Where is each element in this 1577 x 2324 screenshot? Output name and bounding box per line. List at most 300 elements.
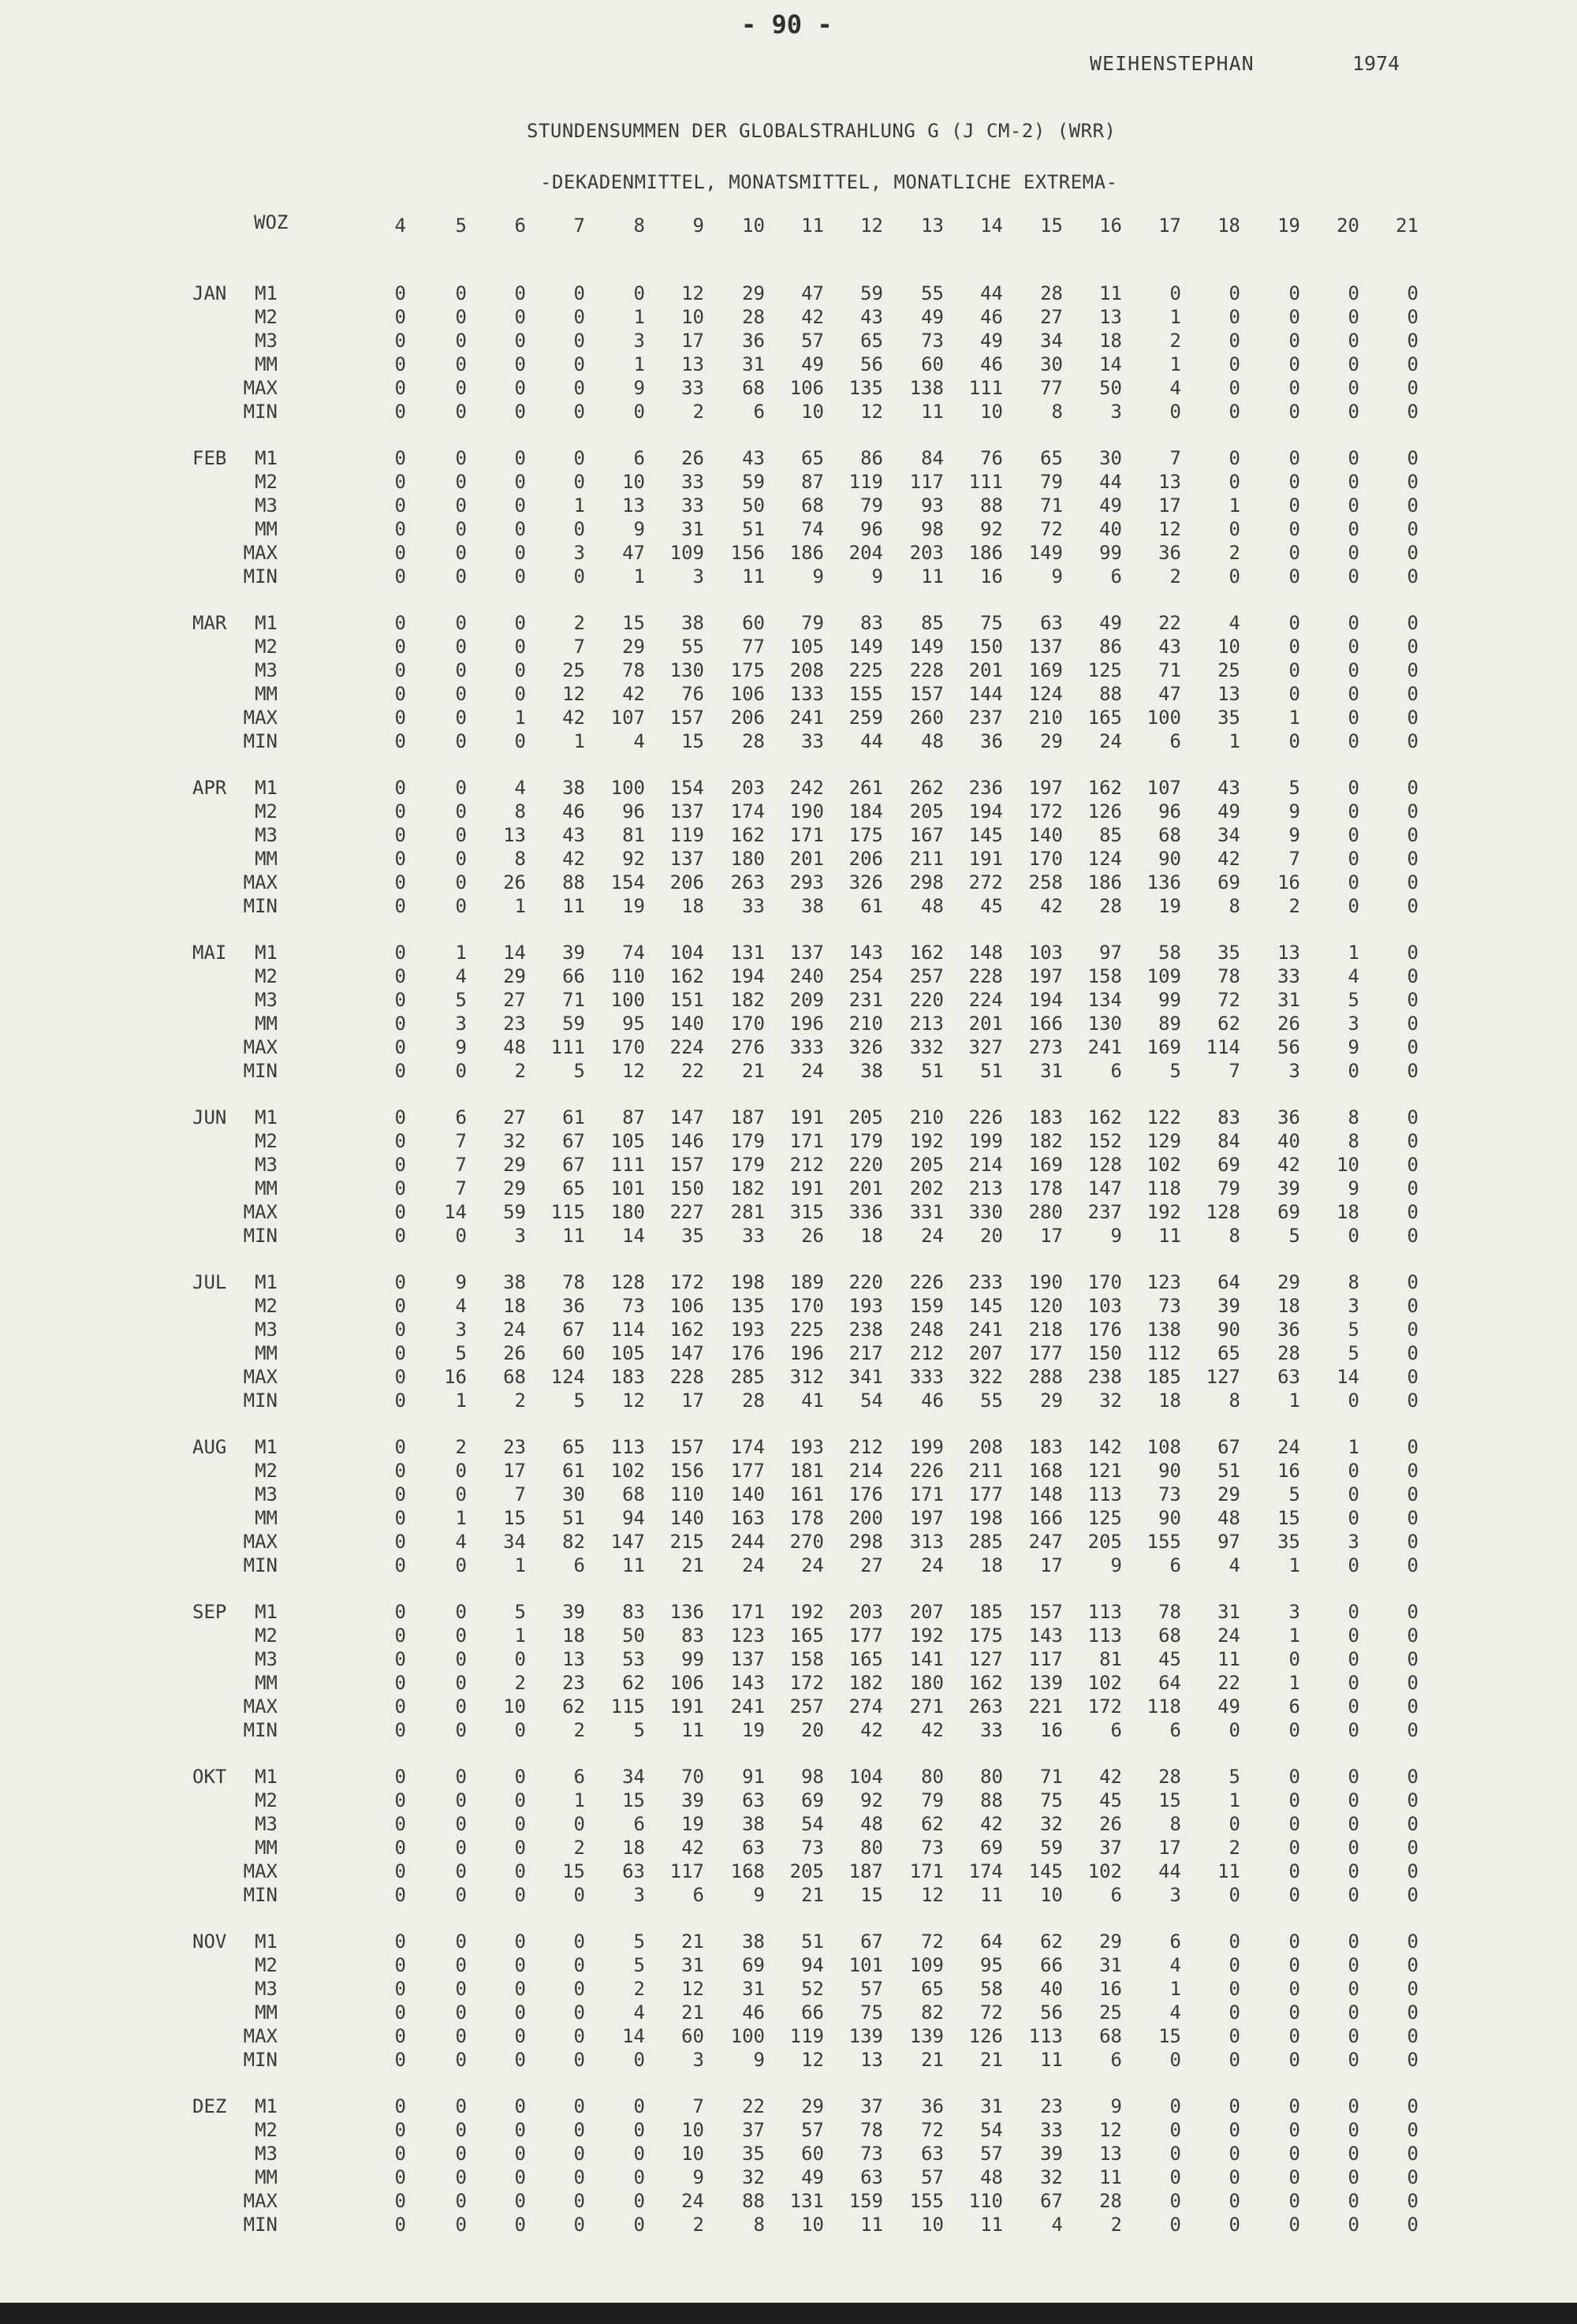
table-cell: 79 <box>1217 1177 1240 1199</box>
table-cell: 2 <box>573 1837 585 1859</box>
table-cell: 49 <box>801 2166 824 2188</box>
table-cell: 34 <box>622 1766 645 1788</box>
table-cell: 61 <box>562 1106 585 1128</box>
table-cell: 41 <box>801 1390 824 1412</box>
table-cell: 11 <box>1099 282 1122 304</box>
table-cell: 79 <box>801 612 824 634</box>
table-cell: 6 <box>455 1106 467 1128</box>
table-cell: 217 <box>848 1342 883 1364</box>
table-row <box>0 1954 1577 1978</box>
table-cell: 22 <box>681 1060 704 1082</box>
table-cell: 0 <box>1228 1930 1240 1953</box>
table-cell: 0 <box>1407 1625 1419 1647</box>
table-cell: 124 <box>550 1366 585 1388</box>
table-cell: 18 <box>1277 1295 1300 1317</box>
table-cell: 81 <box>622 824 645 846</box>
table-cell: 322 <box>968 1366 1003 1388</box>
table-cell: 0 <box>573 2001 585 2024</box>
table-cell: 0 <box>1288 447 1300 469</box>
table-cell: 0 <box>1348 1860 1359 1882</box>
table-cell: 157 <box>1028 1601 1063 1623</box>
table-cell: 0 <box>1407 1319 1419 1341</box>
table-cell: 0 <box>1407 1013 1419 1035</box>
table-cell: 159 <box>848 2190 883 2212</box>
table-cell: 109 <box>669 542 704 564</box>
table-cell: 161 <box>789 1483 824 1505</box>
table-cell: 0 <box>573 282 585 304</box>
table-cell: 18 <box>503 1295 526 1317</box>
table-cell: 170 <box>789 1295 824 1317</box>
table-cell: 7 <box>1169 447 1181 469</box>
table-cell: 46 <box>980 353 1003 375</box>
table-cell: 0 <box>455 895 467 917</box>
row-code: M3 <box>255 1813 278 1835</box>
table-cell: 0 <box>394 1225 406 1247</box>
table-cell: 2 <box>514 1390 526 1412</box>
table-cell: 0 <box>455 306 467 328</box>
table-cell: 61 <box>860 895 883 917</box>
table-cell: 0 <box>1407 965 1419 987</box>
month-label: MAI <box>192 942 227 964</box>
table-cell: 21 <box>742 1060 765 1082</box>
table-cell: 28 <box>1040 282 1063 304</box>
table-cell: 0 <box>455 401 467 423</box>
table-cell: 16 <box>1277 1460 1300 1482</box>
table-cell: 0 <box>394 1271 406 1293</box>
table-cell: 0 <box>1348 1978 1359 2000</box>
table-cell: 0 <box>1228 2049 1240 2071</box>
table-cell: 9 <box>1110 1225 1122 1247</box>
row-code: MIN <box>243 1719 278 1741</box>
table-cell: 0 <box>1169 401 1181 423</box>
row-code: MM <box>255 1342 278 1364</box>
table-cell: 0 <box>455 2119 467 2141</box>
table-cell: 1 <box>1348 1436 1359 1458</box>
table-cell: 73 <box>801 1837 824 1859</box>
table-cell: 47 <box>801 282 824 304</box>
table-cell: 1 <box>1348 942 1359 964</box>
table-row <box>0 2190 1577 2214</box>
table-cell: 11 <box>622 1554 645 1576</box>
table-cell: 6 <box>1288 1695 1300 1718</box>
table-cell: 0 <box>394 1860 406 1882</box>
table-cell: 0 <box>1407 1531 1419 1553</box>
table-cell: 20 <box>801 1719 824 1741</box>
table-cell: 48 <box>921 895 944 917</box>
table-cell: 2 <box>1228 542 1240 564</box>
table-cell: 27 <box>1040 306 1063 328</box>
table-cell: 0 <box>1228 2214 1240 2236</box>
table-cell: 0 <box>394 895 406 917</box>
table-cell: 0 <box>394 989 406 1011</box>
table-cell: 0 <box>394 659 406 681</box>
table-cell: 0 <box>1407 1930 1419 1953</box>
table-cell: 38 <box>801 895 824 917</box>
table-cell: 0 <box>455 730 467 752</box>
table-cell: 176 <box>848 1483 883 1505</box>
table-cell: 10 <box>681 306 704 328</box>
table-cell: 55 <box>681 636 704 658</box>
table-row <box>0 494 1577 518</box>
table-cell: 9 <box>753 2049 765 2071</box>
table-cell: 92 <box>860 1789 883 1811</box>
table-cell: 0 <box>1228 1719 1240 1741</box>
table-cell: 66 <box>801 2001 824 2024</box>
table-cell: 110 <box>610 965 645 987</box>
table-cell: 0 <box>394 1154 406 1176</box>
table-cell: 0 <box>394 2190 406 2212</box>
table-cell: 68 <box>801 494 824 517</box>
table-cell: 55 <box>921 282 944 304</box>
table-cell: 336 <box>848 1201 883 1223</box>
table-cell: 88 <box>562 871 585 893</box>
table-cell: 11 <box>1217 1648 1240 1670</box>
table-cell: 13 <box>681 353 704 375</box>
table-cell: 0 <box>1407 1366 1419 1388</box>
table-cell: 185 <box>1146 1366 1181 1388</box>
table-cell: 0 <box>1288 1766 1300 1788</box>
table-cell: 140 <box>669 1507 704 1529</box>
hour-label-21: 21 <box>1396 214 1419 237</box>
table-cell: 0 <box>1348 542 1359 564</box>
table-cell: 77 <box>742 636 765 658</box>
table-cell: 29 <box>503 1177 526 1199</box>
table-cell: 0 <box>394 1978 406 2000</box>
table-cell: 0 <box>514 1860 526 1882</box>
table-cell: 27 <box>503 989 526 1011</box>
table-cell: 76 <box>980 447 1003 469</box>
table-cell: 25 <box>562 659 585 681</box>
table-cell: 0 <box>1348 1460 1359 1482</box>
table-cell: 225 <box>848 659 883 681</box>
table-cell: 0 <box>1407 895 1419 917</box>
table-cell: 0 <box>633 2143 645 2165</box>
table-cell: 0 <box>455 2095 467 2117</box>
table-cell: 0 <box>514 2166 526 2188</box>
table-cell: 191 <box>789 1177 824 1199</box>
table-cell: 110 <box>968 2190 1003 2212</box>
table-cell: 32 <box>742 2166 765 2188</box>
table-cell: 0 <box>1407 1342 1419 1364</box>
table-cell: 113 <box>1028 2025 1063 2047</box>
table-cell: 272 <box>968 871 1003 893</box>
table-cell: 85 <box>1099 824 1122 846</box>
table-cell: 0 <box>1348 636 1359 658</box>
table-cell: 156 <box>730 542 765 564</box>
table-cell: 98 <box>801 1766 824 1788</box>
table-cell: 19 <box>742 1719 765 1741</box>
table-cell: 123 <box>1146 1271 1181 1293</box>
table-cell: 0 <box>1407 2166 1419 2188</box>
table-cell: 0 <box>394 1813 406 1835</box>
table-cell: 0 <box>455 1460 467 1482</box>
table-cell: 3 <box>1348 1013 1359 1035</box>
table-cell: 162 <box>1087 1106 1122 1128</box>
table-cell: 12 <box>860 401 883 423</box>
table-cell: 83 <box>860 612 883 634</box>
table-cell: 32 <box>1040 1813 1063 1835</box>
table-cell: 28 <box>1099 2190 1122 2212</box>
table-cell: 80 <box>980 1766 1003 1788</box>
table-cell: 24 <box>801 1554 824 1576</box>
table-cell: 29 <box>622 636 645 658</box>
table-cell: 60 <box>921 353 944 375</box>
table-cell: 0 <box>455 1648 467 1670</box>
table-row <box>0 1154 1577 1177</box>
table-cell: 0 <box>1228 306 1240 328</box>
table-cell: 183 <box>1028 1106 1063 1128</box>
table-cell: 0 <box>1348 2001 1359 2024</box>
table-row <box>0 1201 1577 1225</box>
table-cell: 192 <box>789 1601 824 1623</box>
table-cell: 43 <box>1158 636 1181 658</box>
table-cell: 29 <box>1217 1483 1240 1505</box>
table-cell: 44 <box>1158 1860 1181 1882</box>
table-cell: 0 <box>455 1813 467 1835</box>
table-cell: 0 <box>1288 1978 1300 2000</box>
table-cell: 13 <box>503 824 526 846</box>
row-code: MAX <box>243 1531 278 1553</box>
table-cell: 100 <box>610 989 645 1011</box>
hour-label-7: 7 <box>573 214 585 237</box>
table-cell: 169 <box>1146 1036 1181 1058</box>
table-cell: 18 <box>681 895 704 917</box>
table-cell: 270 <box>789 1531 824 1553</box>
table-cell: 88 <box>980 494 1003 517</box>
table-cell: 6 <box>1110 1719 1122 1741</box>
table-cell: 42 <box>622 683 645 705</box>
table-cell: 122 <box>1146 1106 1181 1128</box>
table-cell: 0 <box>1228 377 1240 399</box>
table-cell: 0 <box>394 1342 406 1364</box>
table-cell: 0 <box>1407 1884 1419 1906</box>
table-cell: 44 <box>860 730 883 752</box>
table-cell: 0 <box>394 1177 406 1199</box>
table-cell: 0 <box>394 2001 406 2024</box>
table-cell: 0 <box>1348 353 1359 375</box>
table-cell: 169 <box>1028 1154 1063 1176</box>
table-cell: 39 <box>681 1789 704 1811</box>
table-cell: 133 <box>789 683 824 705</box>
table-cell: 0 <box>394 1531 406 1553</box>
table-row <box>0 1342 1577 1366</box>
table-cell: 186 <box>968 542 1003 564</box>
row-code: M1 <box>255 1436 278 1458</box>
table-cell: 124 <box>1087 848 1122 870</box>
table-cell: 0 <box>633 282 645 304</box>
table-cell: 6 <box>1110 1884 1122 1906</box>
table-cell: 73 <box>921 1837 944 1859</box>
table-cell: 158 <box>789 1648 824 1670</box>
table-cell: 178 <box>1028 1177 1063 1199</box>
table-cell: 120 <box>1028 1295 1063 1317</box>
table-cell: 5 <box>514 1601 526 1623</box>
table-cell: 0 <box>455 1860 467 1882</box>
table-cell: 7 <box>514 1483 526 1505</box>
table-row <box>0 401 1577 424</box>
table-cell: 312 <box>789 1366 824 1388</box>
table-cell: 0 <box>1228 330 1240 352</box>
table-cell: 31 <box>1277 989 1300 1011</box>
table-cell: 10 <box>1337 1154 1359 1176</box>
row-code: M2 <box>255 2119 278 2141</box>
row-code: MIN <box>243 2049 278 2071</box>
row-code: M3 <box>255 659 278 681</box>
table-cell: 0 <box>1407 2025 1419 2047</box>
table-cell: 16 <box>980 565 1003 588</box>
table-cell: 60 <box>562 1342 585 1364</box>
table-cell: 2 <box>573 1719 585 1741</box>
table-cell: 0 <box>514 2025 526 2047</box>
table-row <box>0 1860 1577 1884</box>
table-cell: 0 <box>1288 636 1300 658</box>
table-cell: 148 <box>968 942 1003 964</box>
table-cell: 276 <box>730 1036 765 1058</box>
table-cell: 34 <box>503 1531 526 1553</box>
table-cell: 0 <box>394 1672 406 1694</box>
table-cell: 177 <box>968 1483 1003 1505</box>
table-cell: 0 <box>514 471 526 493</box>
table-cell: 22 <box>742 2095 765 2117</box>
table-cell: 5 <box>1348 1319 1359 1341</box>
table-cell: 203 <box>730 777 765 799</box>
table-cell: 3 <box>1348 1295 1359 1317</box>
table-cell: 201 <box>789 848 824 870</box>
table-cell: 59 <box>860 282 883 304</box>
table-cell: 5 <box>633 1930 645 1953</box>
table-cell: 0 <box>455 1837 467 1859</box>
table-cell: 148 <box>1028 1483 1063 1505</box>
table-cell: 57 <box>980 2143 1003 2165</box>
table-cell: 0 <box>394 401 406 423</box>
table-cell: 26 <box>1099 1813 1122 1835</box>
table-cell: 76 <box>681 683 704 705</box>
table-cell: 61 <box>562 1460 585 1482</box>
table-cell: 42 <box>681 1837 704 1859</box>
table-cell: 214 <box>968 1154 1003 1176</box>
table-cell: 0 <box>455 1225 467 1247</box>
table-cell: 137 <box>1028 636 1063 658</box>
table-cell: 151 <box>669 989 704 1011</box>
table-cell: 172 <box>1087 1695 1122 1718</box>
table-cell: 212 <box>909 1342 944 1364</box>
table-row <box>0 2049 1577 2072</box>
table-cell: 0 <box>1228 282 1240 304</box>
table-cell: 0 <box>633 2166 645 2188</box>
table-cell: 0 <box>455 777 467 799</box>
table-cell: 1 <box>1228 1789 1240 1811</box>
table-cell: 0 <box>394 1366 406 1388</box>
table-cell: 165 <box>1087 707 1122 729</box>
table-cell: 25 <box>1099 2001 1122 2024</box>
table-cell: 293 <box>789 871 824 893</box>
table-cell: 86 <box>860 447 883 469</box>
table-cell: 73 <box>1158 1483 1181 1505</box>
table-cell: 21 <box>980 2049 1003 2071</box>
month-label: JUL <box>192 1271 227 1293</box>
table-cell: 0 <box>455 1719 467 1741</box>
table-cell: 57 <box>921 2166 944 2188</box>
table-row <box>0 1036 1577 1060</box>
table-cell: 0 <box>455 707 467 729</box>
table-cell: 1 <box>1169 1978 1181 2000</box>
table-cell: 3 <box>573 542 585 564</box>
table-cell: 11 <box>860 2214 883 2236</box>
table-cell: 1 <box>633 353 645 375</box>
table-cell: 1 <box>633 565 645 588</box>
table-cell: 0 <box>1288 612 1300 634</box>
table-cell: 224 <box>968 989 1003 1011</box>
table-cell: 73 <box>622 1295 645 1317</box>
table-row <box>0 1695 1577 1719</box>
table-cell: 0 <box>573 1884 585 1906</box>
table-cell: 175 <box>848 824 883 846</box>
table-cell: 31 <box>1099 1954 1122 1976</box>
table-cell: 99 <box>681 1648 704 1670</box>
table-cell: 0 <box>1407 353 1419 375</box>
table-cell: 0 <box>1288 542 1300 564</box>
table-cell: 3 <box>455 1319 467 1341</box>
table-cell: 0 <box>1169 282 1181 304</box>
table-cell: 0 <box>394 871 406 893</box>
table-cell: 21 <box>681 1930 704 1953</box>
table-cell: 4 <box>455 1531 467 1553</box>
month-label: MAR <box>192 612 227 634</box>
table-cell: 0 <box>1407 1648 1419 1670</box>
table-cell: 0 <box>455 1978 467 2000</box>
row-code: MM <box>255 1013 278 1035</box>
table-cell: 27 <box>860 1554 883 1576</box>
table-cell: 182 <box>730 989 765 1011</box>
table-cell: 0 <box>1407 871 1419 893</box>
table-cell: 97 <box>1099 942 1122 964</box>
table-cell: 43 <box>860 306 883 328</box>
table-row <box>0 2166 1577 2190</box>
table-row <box>0 1930 1577 1954</box>
table-cell: 0 <box>573 1930 585 1953</box>
scan-border <box>0 2303 1577 2324</box>
table-cell: 144 <box>968 683 1003 705</box>
table-cell: 0 <box>1348 730 1359 752</box>
table-cell: 0 <box>1228 1884 1240 1906</box>
table-cell: 1 <box>1169 306 1181 328</box>
month-label: JAN <box>192 282 227 304</box>
table-cell: 12 <box>562 683 585 705</box>
table-cell: 19 <box>1158 895 1181 917</box>
table-cell: 108 <box>1146 1436 1181 1458</box>
table-cell: 0 <box>1407 306 1419 328</box>
table-cell: 28 <box>1158 1766 1181 1788</box>
table-cell: 0 <box>1348 871 1359 893</box>
table-cell: 298 <box>848 1531 883 1553</box>
table-cell: 119 <box>669 824 704 846</box>
table-cell: 137 <box>669 848 704 870</box>
row-code: MIN <box>243 1884 278 1906</box>
table-cell: 5 <box>1288 1483 1300 1505</box>
table-cell: 0 <box>394 1013 406 1035</box>
table-cell: 0 <box>1348 2166 1359 2188</box>
table-cell: 18 <box>622 1837 645 1859</box>
table-cell: 48 <box>860 1813 883 1835</box>
table-cell: 0 <box>455 1789 467 1811</box>
table-cell: 0 <box>1288 2119 1300 2141</box>
table-cell: 152 <box>1087 1130 1122 1152</box>
table-cell: 0 <box>1407 1201 1419 1223</box>
table-cell: 26 <box>503 871 526 893</box>
table-cell: 0 <box>455 1672 467 1694</box>
table-cell: 0 <box>394 942 406 964</box>
table-cell: 168 <box>730 1860 765 1882</box>
